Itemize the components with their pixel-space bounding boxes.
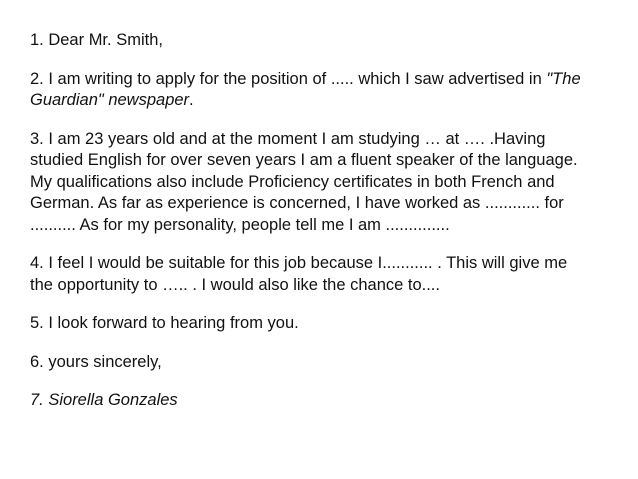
background-line-5: .......... As for my personality, people tell me I am .............. <box>30 215 450 234</box>
letter-body <box>30 30 630 429</box>
background-line-3: My qualifications also include Proficiency certificates in both French and <box>30 172 555 191</box>
background-line-4: German. As far as experience is concerned, I have worked as ............ for <box>30 194 564 212</box>
paragraph-signoff <box>30 352 630 374</box>
intro-line-1 <box>30 69 630 91</box>
intro-line-1-text: 2. I am writing to apply for the position of ..... which I saw advertised in <box>30 69 547 88</box>
paragraph-background <box>30 129 630 237</box>
background-line-1: 3. I am 23 years old and at the moment I am studying … at …. .Having <box>30 129 546 148</box>
paragraph-suitability <box>30 253 630 296</box>
suitability-line-1: 4. I feel I would be suitable for this job because I........... . This will give me <box>30 254 568 272</box>
signature-name: 7. Siorella Gonzales <box>30 391 178 409</box>
background-line-2: studied English for over seven years I am a fluent speaker of the language. <box>30 151 578 169</box>
newspaper-name-end: Guardian" newspaper <box>30 91 190 109</box>
signoff-text: 6. yours sincerely, <box>30 352 162 371</box>
intro-line-2 <box>30 90 630 112</box>
paragraph-signature <box>30 390 630 412</box>
suitability-line-2: the opportunity to ….. . I would also like the chance to.... <box>30 275 440 294</box>
closing-text: 5. I look forward to hearing from you. <box>30 314 299 332</box>
intro-line-2-end: . <box>189 91 194 109</box>
newspaper-name-start: "The <box>546 69 581 88</box>
paragraph-intro <box>30 69 630 112</box>
paragraph-closing <box>30 313 630 335</box>
salutation-text: 1. Dear Mr. Smith, <box>30 31 163 49</box>
paragraph-salutation <box>30 30 630 52</box>
